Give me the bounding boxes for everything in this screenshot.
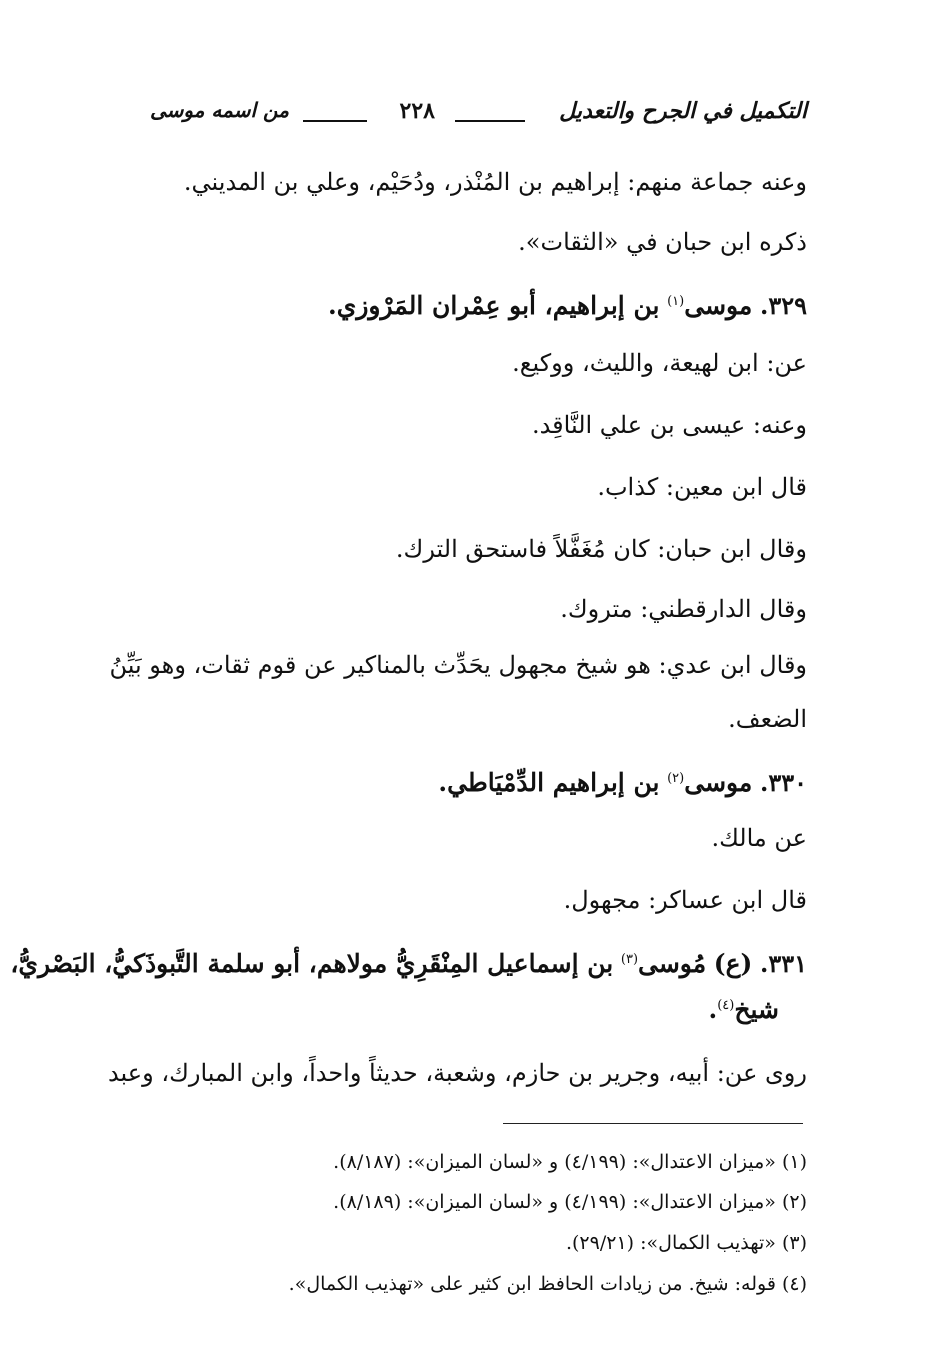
footnote-ref: (١) xyxy=(667,294,685,309)
text-line: عن مالك. xyxy=(711,824,807,852)
text-line: وعنه جماعة منهم: إبراهيم بن المُنْذر، ودُحَيْم، وعلي بن المديني. xyxy=(183,168,807,196)
text-line: وقال ابن حبان: كان مُغَفَّلاً فاستحق الترك. xyxy=(395,535,807,563)
entry-number: ٣٣٠. xyxy=(759,768,807,797)
entry-name: بن إسماعيل المِنْقَرِيُّ مولاهم، أبو سلمة التَّبوذَكيُّ، البَصْريُّ، xyxy=(10,949,614,978)
book-title: التكميل في الجرح والتعديل xyxy=(559,98,807,124)
entry-329-heading xyxy=(328,286,807,322)
text-line: ذكره ابن حبان في «الثقات». xyxy=(518,228,807,256)
entry-number: ٣٢٩. xyxy=(759,291,807,320)
entry-name: موسى xyxy=(684,291,753,320)
header-rule-left xyxy=(303,120,367,122)
footnote-3: (٣) «تهذيب الكمال»: (٢٩/٢١). xyxy=(565,1232,807,1254)
entry-name: بن إبراهيم، أبو عِمْران المَرْوزي. xyxy=(328,291,660,320)
footnote-ref: (٤) xyxy=(717,998,735,1013)
entry-name: موسى xyxy=(684,768,753,797)
text-line: عن: ابن لهيعة، والليث، ووكيع. xyxy=(512,349,807,377)
entry-331-heading xyxy=(10,944,807,980)
entry-name: شيخ xyxy=(734,995,779,1024)
entry-number: ٣٣١. xyxy=(759,949,807,978)
text-line: وقال الدارقطني: متروك. xyxy=(560,595,807,623)
text-line: وعنه: عيسى بن علي النَّاقِد. xyxy=(531,411,807,439)
text-paragraph: وقال ابن عدي: هو شيخ مجهول يحَدِّث بالمناكير عن قوم ثقات، وهو بَيِّنُ الضعف. xyxy=(109,651,807,733)
entry-331-continuation xyxy=(709,990,780,1026)
footnote-2: (٢) «ميزان الاعتدال»: (٤/١٩٩) و «لسان الميزان»: (٨/١٨٩). xyxy=(333,1191,807,1213)
entry-330-heading xyxy=(438,763,807,799)
entry-end: . xyxy=(708,995,718,1024)
section-title: من اسمه موسى xyxy=(150,98,289,122)
running-header xyxy=(150,98,807,138)
footnote-rule xyxy=(503,1123,803,1124)
text-line: قال ابن عساكر: مجهول. xyxy=(563,886,807,914)
footnote-4: (٤) قوله: شيخ. من زيادات الحافظ ابن كثير على «تهذيب الكمال». xyxy=(288,1273,807,1295)
entry-name: مُوسى xyxy=(638,949,707,978)
header-rule-right xyxy=(455,120,525,122)
footnote-1: (١) «ميزان الاعتدال»: (٤/١٩٩) و «لسان الميزان»: (٨/١٨٧). xyxy=(333,1151,807,1173)
entry-tag: (ع) xyxy=(713,949,753,978)
text-line: قال ابن معين: كذاب. xyxy=(597,473,807,501)
footnote-ref: (٢) xyxy=(667,771,685,786)
entry-name: بن إبراهيم الدِّمْيَاطي. xyxy=(438,768,660,797)
footnote-ref: (٣) xyxy=(620,952,639,967)
text-line: روى عن: أبيه، وجرير بن حازم، وشعبة، حديثاً واحداً، وابن المبارك، وعبد xyxy=(107,1059,807,1087)
page-number: ٢٢٨ xyxy=(399,98,435,124)
